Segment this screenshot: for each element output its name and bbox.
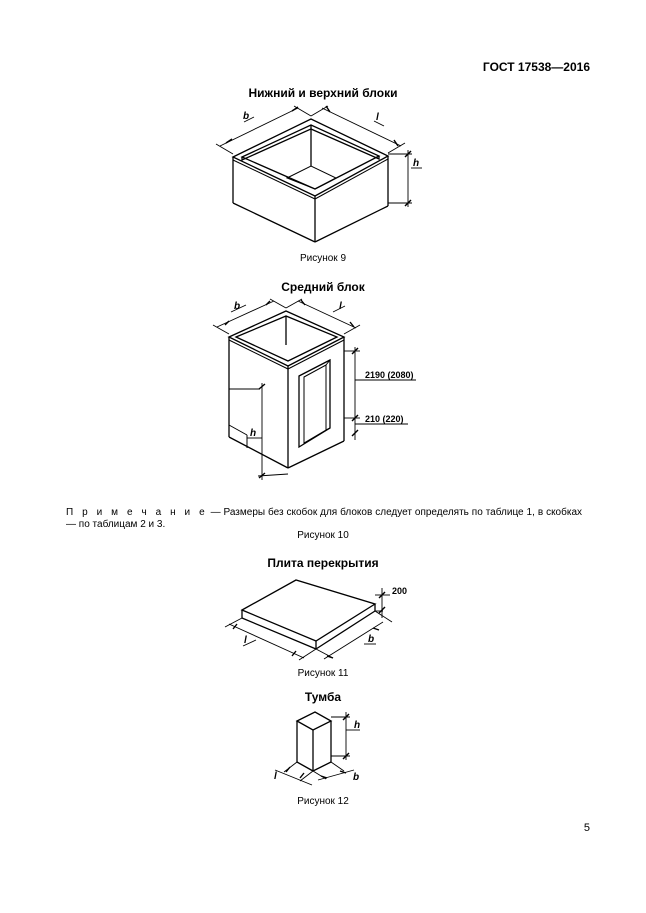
note-prefix: П р и м е ч а н и е	[66, 507, 208, 518]
document-code: ГОСТ 17538—2016	[482, 60, 590, 74]
figure12-caption: Рисунок 12	[297, 796, 349, 807]
page-number: 5	[583, 822, 590, 834]
svg-text:l: l	[339, 301, 342, 312]
svg-text:b: b	[353, 772, 360, 783]
figure9-caption: Рисунок 9	[299, 253, 347, 264]
svg-text:200: 200	[392, 586, 408, 596]
figure12-title: Тумба	[304, 690, 342, 704]
svg-text:h: h	[354, 720, 361, 731]
figure10-caption: Рисунок 10	[297, 530, 349, 541]
svg-text:l: l	[244, 635, 247, 646]
svg-text:l: l	[376, 112, 379, 123]
svg-text:l: l	[274, 771, 277, 782]
svg-text:b: b	[243, 111, 250, 122]
note-text: — Размеры без скобок для блоков следует определять по таблице 1, в скобках — по таблицам 2 и 3.	[66, 507, 583, 530]
figure9-title: Нижний и верхний блоки	[248, 86, 398, 100]
svg-text:2190 (2080): 2190 (2080)	[365, 370, 414, 380]
svg-text:b: b	[234, 301, 241, 312]
figure11-title: Плита перекрытия	[267, 556, 379, 570]
figure11-caption: Рисунок 11	[297, 668, 349, 679]
svg-text:h: h	[413, 158, 420, 169]
figure10-title: Средний блок	[281, 280, 365, 294]
svg-text:b: b	[368, 634, 375, 645]
svg-text:210 (220): 210 (220)	[365, 414, 404, 424]
svg-text:h: h	[250, 428, 257, 439]
